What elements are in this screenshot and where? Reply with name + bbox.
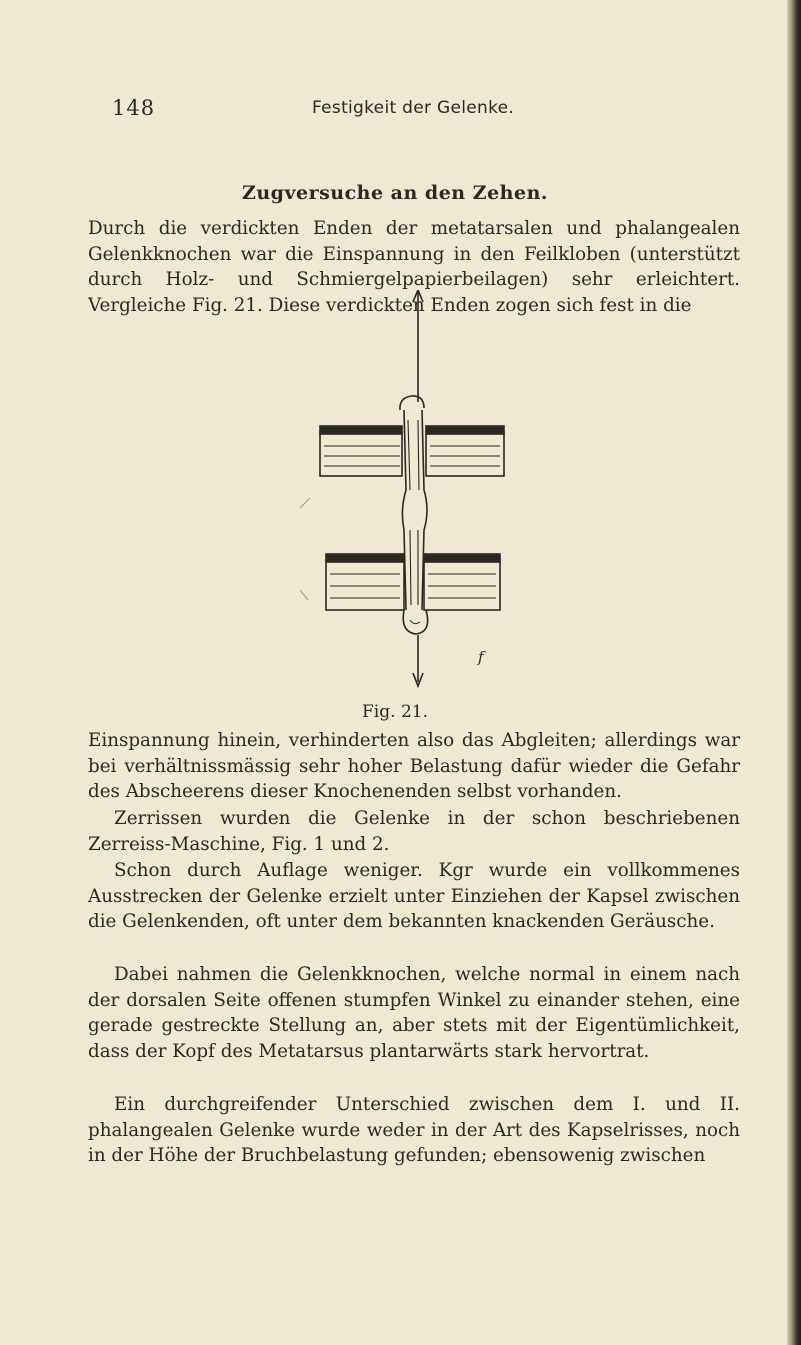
- page-number: 148: [112, 96, 156, 120]
- upper-clamp-left: [320, 426, 402, 476]
- paragraph-6: Ein durchgreifender Unterschied zwischen dem I. und II. phalangealen Gelenke wurde weder in der Art des Kapselrisses, noch in der Höhe der Bruchbelastung gefunden; ebensowenig zwischen: [88, 1094, 740, 1167]
- upper-bone-head: [400, 396, 424, 410]
- figure-label-f: f: [478, 648, 484, 666]
- page-header: [0, 96, 790, 126]
- figure-21: [300, 290, 540, 690]
- lower-clamp-right: [424, 554, 500, 610]
- upper-clamp-right: [426, 426, 504, 476]
- paragraph-2: Einspannung hinein, verhinderten also das Abgleiten; allerdings war bei verhältnissmässig sehr hoher Belastung dafür wieder die Gefahr des Abscheerens dieser Knochenenden selbst vorhanden.: [88, 730, 740, 803]
- paragraph-5: Dabei nahmen die Gelenkknochen, welche normal in einem nach der dorsalen Seite offenen stumpfen Winkel zu einander stehen, eine gerade gestreckte Stellung an, aber stets mit der Eigentümlichkeit, dass der Kopf des Metatarsus plantarwärts stark hervortrat.: [88, 964, 740, 1063]
- lower-bone-head: [403, 610, 427, 634]
- paragraph-1: Durch die verdickten Enden der metatarsalen und phalangealen Gelenkknochen war die Einspannung in den Feilkloben (unterstützt durch Holz- und Schmiergelpapierbeilagen) sehr erleichtert. Vergleiche Fig. 21. Diese verdickten Enden zogen sich fest in die: [88, 218, 740, 317]
- running-head: Festigkeit der Gelenke.: [312, 98, 515, 118]
- section-title: Zugversuche an den Zehen.: [241, 182, 549, 204]
- lower-clamp-left: [326, 554, 404, 610]
- figure-caption: Fig. 21.: [362, 702, 428, 722]
- figure-21-drawing: [300, 290, 540, 690]
- paragraph-3: Zerrissen wurden die Gelenke in der schon beschriebenen Zerreiss-Maschine, Fig. 1 und 2.: [88, 808, 740, 855]
- paragraph-4: Schon durch Auflage weniger. Kgr wurde ein vollkommenes Ausstrecken der Gelenke erzielt unter Einziehen der Kapsel zwischen die Gelenkenden, oft unter dem bekannten knackenden Geräusche.: [88, 860, 740, 933]
